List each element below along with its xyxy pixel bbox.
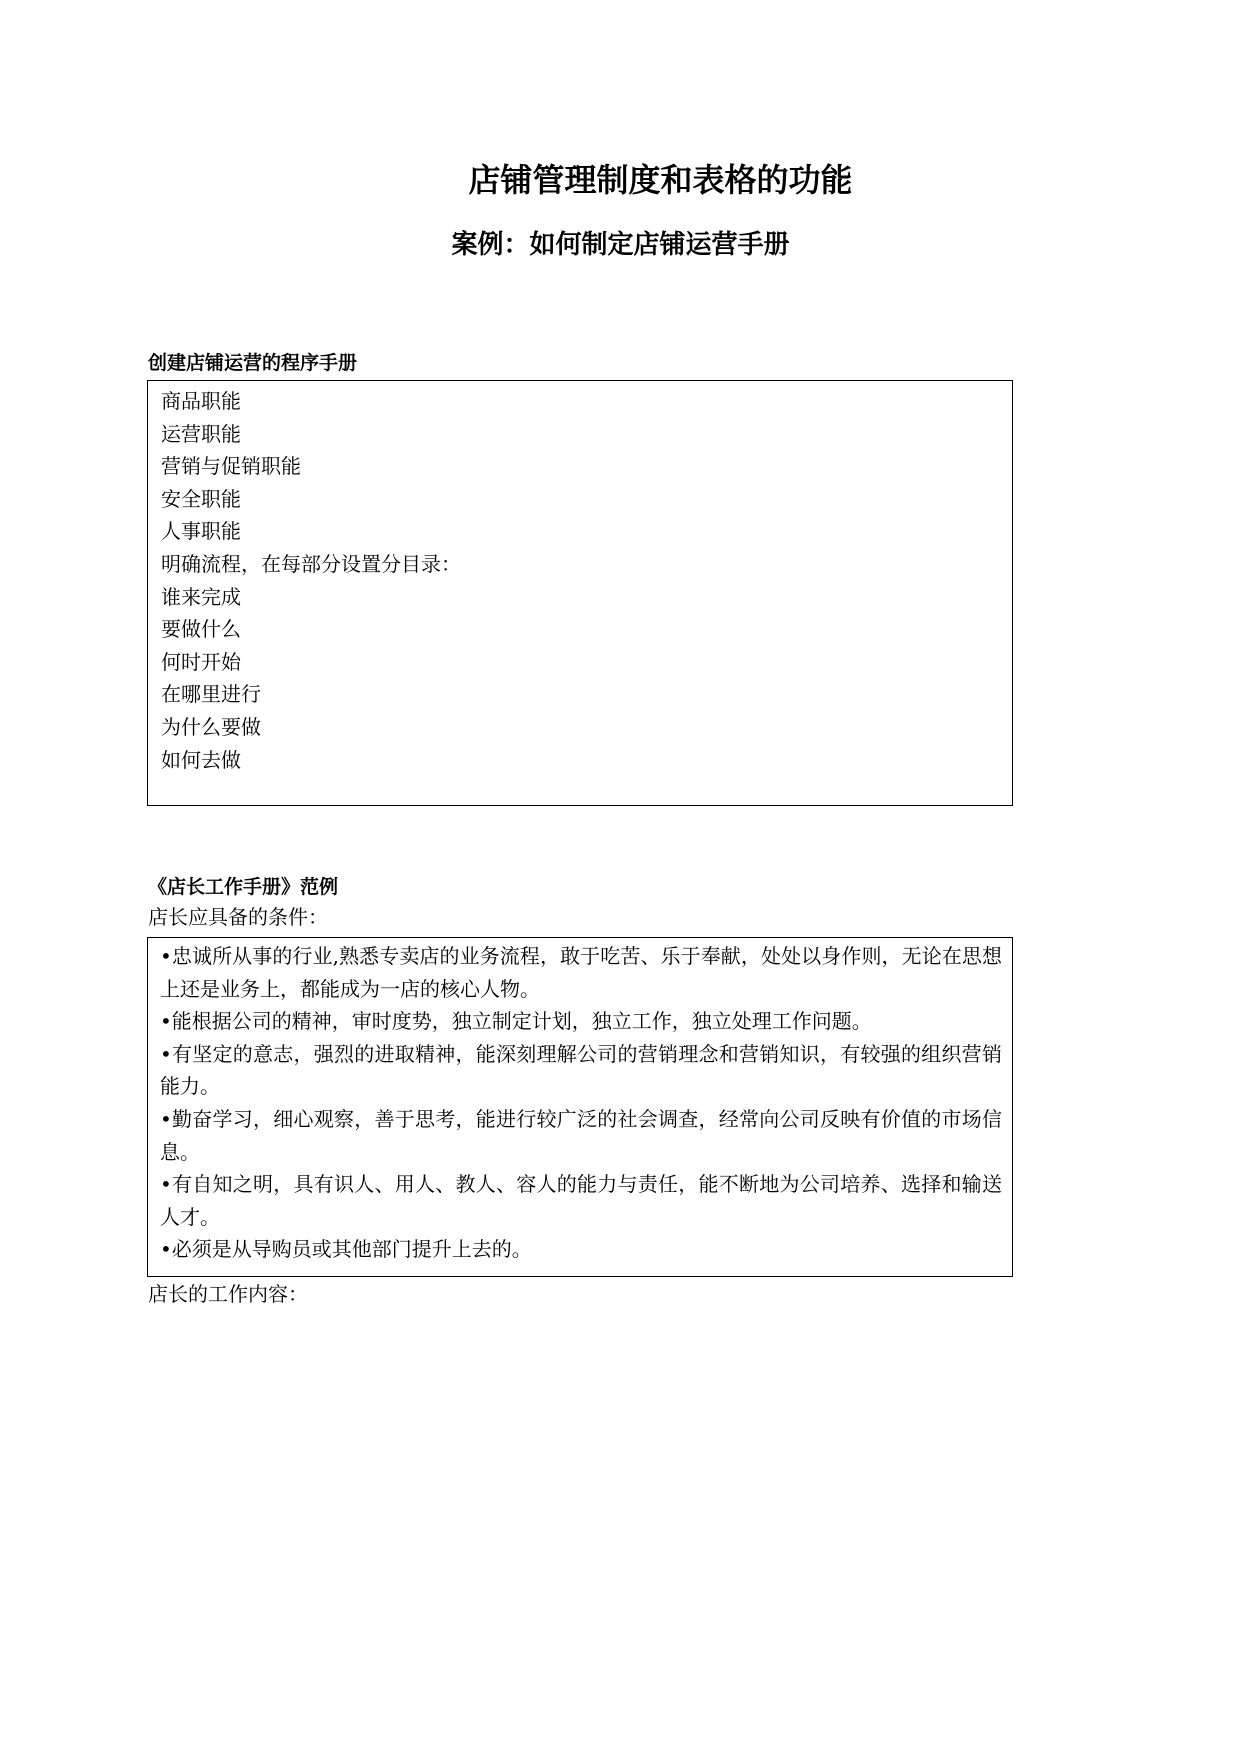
- functions-box: [147, 380, 1013, 806]
- list-item: 如何去做: [161, 747, 241, 772]
- document-title: 店铺管理制度和表格的功能: [468, 161, 853, 199]
- list-item: 在哪里进行: [161, 682, 261, 707]
- list-item: •忠诚所从事的行业,熟悉专卖店的业务流程，敢于吃苦、乐于奉献，处处以身作则，无论在思想上还是业务上，都能成为一店的核心人物。: [160, 944, 1002, 1001]
- list-item: •有坚定的意志，强烈的进取精神，能深刻理解公司的营销理念和营销知识，有较强的组织营销能力。: [160, 1041, 1002, 1099]
- work-content-heading: 店长的工作内容：: [148, 1282, 308, 1306]
- list-item: 明确流程，在每部分设置分目录：: [161, 551, 461, 576]
- list-item: 人事职能: [161, 519, 241, 544]
- list-item: 为什么要做: [161, 714, 261, 739]
- list-item: 营销与促销职能: [161, 454, 301, 479]
- list-item: 何时开始: [161, 649, 241, 674]
- section-heading-manager-handbook: 《店长工作手册》范例: [148, 876, 339, 898]
- list-item: •有自知之明，具有识人、用人、教人、容人的能力与责任，能不断地为公司培养、选择和输送人才。: [160, 1172, 1002, 1229]
- conditions-box: [147, 937, 1013, 1277]
- list-item: 要做什么: [161, 617, 241, 642]
- list-item: •能根据公司的精神，审时度势，独立制定计划，独立工作，独立处理工作问题。: [160, 1009, 872, 1034]
- list-item: 商品职能: [161, 389, 241, 413]
- conditions-intro: 店长应具备的条件：: [148, 905, 328, 929]
- document-subtitle: 案例：如何制定店铺运营手册: [451, 230, 790, 260]
- list-item: •勤奋学习，细心观察，善于思考，能进行较广泛的社会调查，经常向公司反映有价值的市场信息。: [160, 1106, 1002, 1164]
- list-item: •必须是从导购员或其他部门提升上去的。: [160, 1237, 532, 1262]
- list-item: 运营职能: [161, 421, 241, 446]
- list-item: 安全职能: [161, 486, 241, 511]
- section-heading-operations-manual: 创建店铺运营的程序手册: [148, 352, 358, 374]
- list-item: 谁来完成: [161, 584, 241, 609]
